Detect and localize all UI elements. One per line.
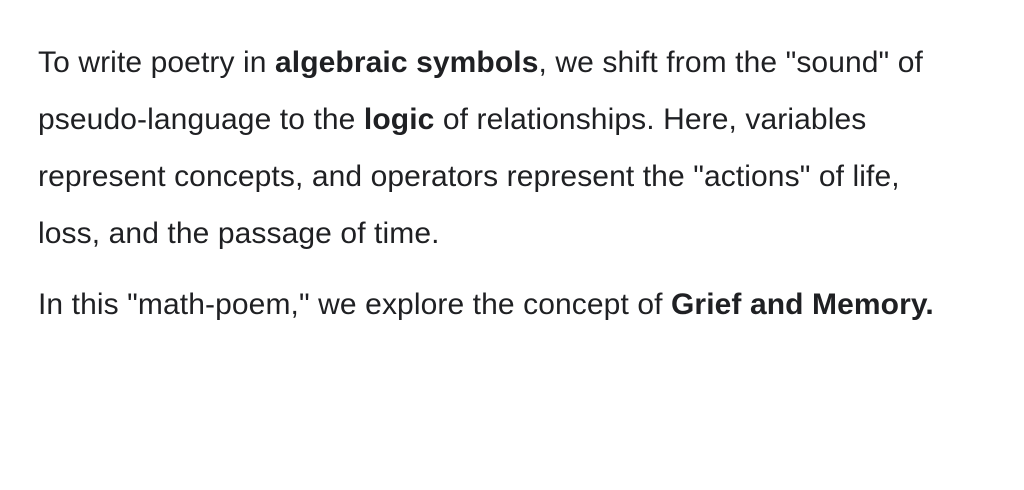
text-run: To write poetry in: [38, 46, 275, 79]
paragraph-intro: [38, 34, 964, 262]
text-run: In this "math-poem," we explore the concept of: [38, 288, 671, 321]
text-run: of relationships. Here, variables represent concepts, and operators represent the "actions" of life, loss, and the passage of time.: [38, 103, 900, 250]
text-run-bold: logic: [363, 103, 435, 136]
paragraph-concept: [38, 276, 964, 333]
text-run-bold: algebraic symbols: [275, 46, 539, 79]
text-run-bold: Grief and Memory.: [671, 288, 934, 321]
text-run: , we shift from the "sound" of pseudo-language to the: [38, 46, 923, 136]
